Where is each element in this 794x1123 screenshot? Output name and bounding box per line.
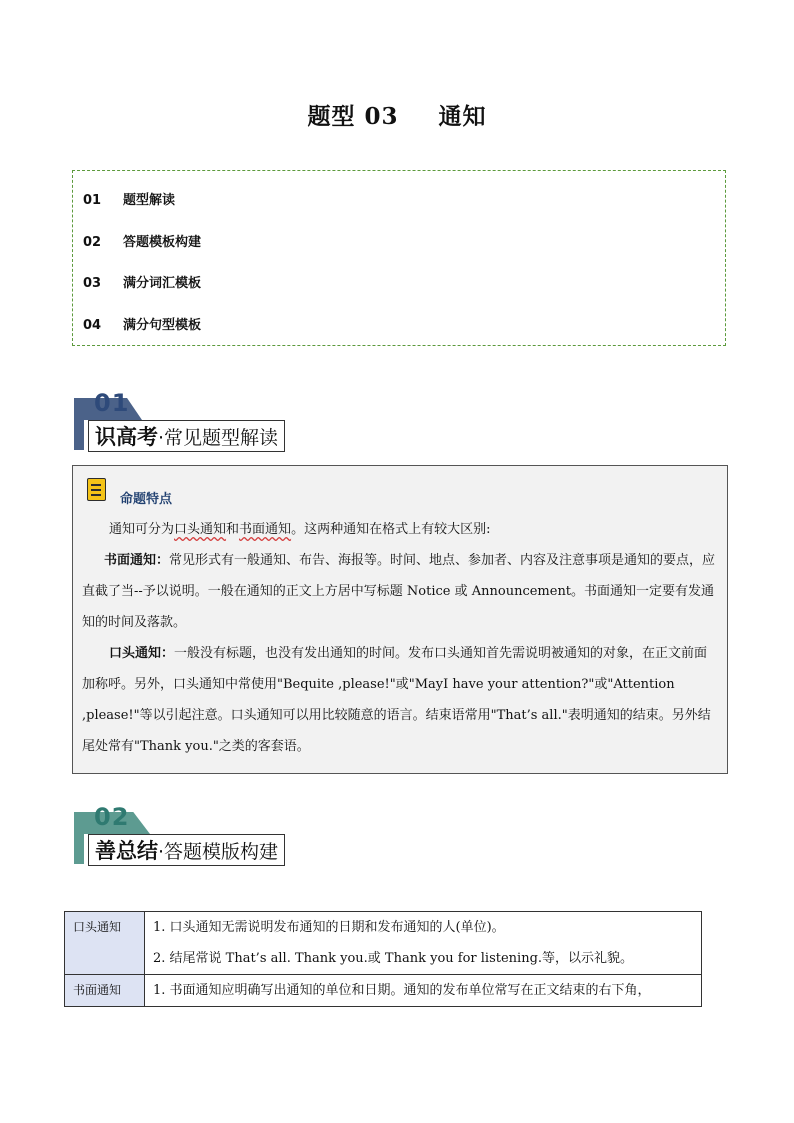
section-title-strong: 识高考 (95, 425, 158, 449)
row-content (145, 912, 702, 975)
row-content (145, 975, 702, 1007)
page-title (0, 98, 794, 131)
section-title-strong: 善总结 (95, 839, 158, 863)
toc-num: 04 (83, 318, 102, 333)
table-of-contents (72, 170, 726, 346)
feature-box (72, 465, 728, 774)
notepad-icon (87, 478, 106, 501)
paragraph-written (82, 545, 719, 638)
term-oral: 口头通知 (174, 522, 227, 537)
row-label: 口头通知 (65, 912, 145, 975)
written-label: 书面通知： (104, 553, 170, 568)
template-table (64, 911, 702, 1007)
title-part2: 通知 (438, 103, 487, 130)
written-text: 常见形式有一般通知、布告、海报等。时间、地点、参加者、内容及注意事项是通知的要点，应直截了当--予以说明。一般在通知的正文上方居中写标题 Notice 或 Announcement。书面通知一定要有发通知的时间及落款。 (82, 553, 716, 630)
oral-text: 一般没有标题，也没有发出通知的时间。发布口头通知首先需说明被通知的对象，在正文前面加称呼。另外，口头通知中常使用"Bequite ,please!"或"MayI have your attention?"或"Attention ,please!"等以引起注意。口头通知可以用比较随意的语言。结束语常用"That’s all."表明通知的结束。另外结尾处常有"Thank you."之类的客套语。 (82, 646, 711, 754)
table-row (65, 912, 702, 975)
content-line: 1. 书面通知应明确写出通知的单位和日期。通知的发布单位常写在正文结束的右下角， (153, 983, 651, 998)
term-written: 书面通知 (239, 522, 292, 537)
toc-label: 满分词汇模板 (123, 276, 202, 291)
content-line: 1. 口头通知无需说明发布通知的日期和发布通知的人(单位)。 (153, 920, 505, 935)
section-title (88, 834, 285, 866)
toc-item[interactable] (83, 231, 201, 250)
toc-label: 题型解读 (123, 193, 176, 208)
oral-label: 口头通知： (109, 646, 175, 661)
toc-label: 满分句型模板 (123, 318, 202, 333)
section-title (88, 420, 285, 452)
section-title-light: ·常见题型解读 (158, 426, 279, 449)
toc-item[interactable] (83, 272, 201, 291)
content-line: 2. 结尾常说 That’s all. Thank you.或 Thank you for listening.等，以示礼貌。 (153, 951, 634, 966)
toc-num: 02 (83, 235, 102, 250)
section-number: 02 (94, 803, 130, 831)
section-header-2 (74, 803, 314, 868)
table-row (65, 975, 702, 1007)
toc-item[interactable] (83, 189, 175, 208)
paragraph-oral (82, 638, 719, 762)
section-bar (74, 420, 84, 450)
section-number: 01 (94, 389, 130, 417)
row-label: 书面通知 (65, 975, 145, 1007)
section-bar (74, 834, 84, 864)
toc-label: 答题模板构建 (123, 235, 202, 250)
toc-item[interactable] (83, 314, 201, 333)
toc-num: 01 (83, 193, 102, 208)
feature-heading: 命题特点 (120, 492, 173, 507)
section-header-1 (74, 389, 294, 454)
section-title-light: ·答题模版构建 (158, 840, 279, 863)
paragraph-intro: 通知可分为口头通知和书面通知。这两种通知在格式上有较大区别: (109, 522, 491, 537)
toc-num: 03 (83, 276, 102, 291)
title-part1: 题型 03 (307, 103, 399, 130)
